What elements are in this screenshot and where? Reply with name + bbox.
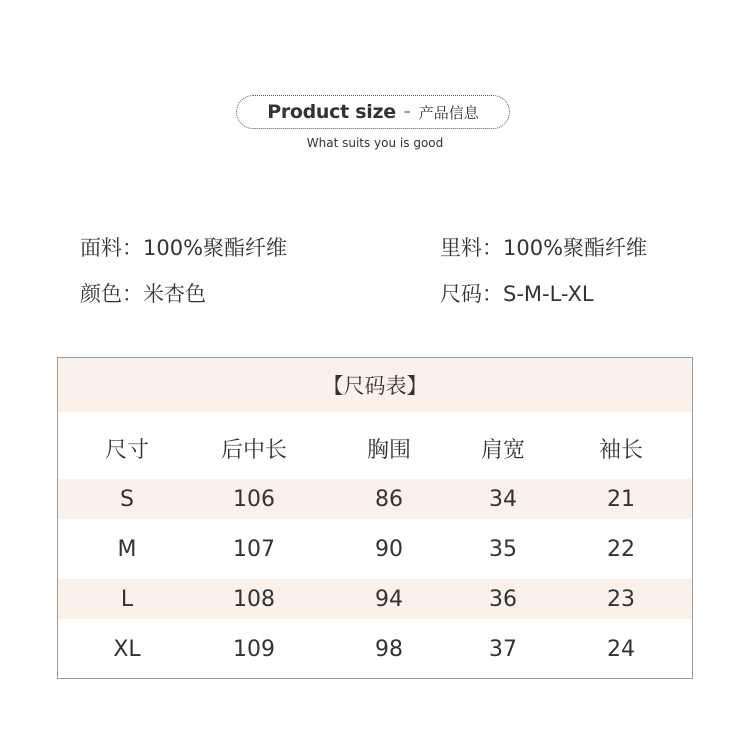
table-cell: 35 — [489, 536, 517, 562]
header-title-cn: 产品信息 — [418, 103, 479, 122]
table-cell: 24 — [607, 636, 635, 662]
header-cell: 尺寸 — [104, 437, 149, 463]
table-row — [58, 479, 692, 519]
size-chart-title: 【尺码表】 — [58, 358, 692, 412]
table-row — [58, 529, 692, 569]
table-cell: 37 — [489, 636, 517, 662]
header-cell: 胸围 — [366, 437, 411, 463]
table-cell: 22 — [607, 536, 635, 562]
header-dash: – — [403, 104, 411, 120]
table-cell: 90 — [375, 536, 403, 562]
size-cell: XL — [113, 636, 141, 662]
table-cell: 106 — [233, 486, 275, 512]
table-cell: 36 — [489, 586, 517, 612]
table-header-row — [58, 428, 692, 468]
header-subtitle: What suits you is good — [306, 136, 444, 150]
header-cell: 后中长 — [220, 437, 287, 463]
table-row — [58, 579, 692, 619]
size-cell: M — [117, 536, 137, 562]
sizes-spec: 尺码：S-M-L-XL — [440, 282, 594, 306]
color-spec: 颜色：米杏色 — [80, 282, 206, 306]
header-title: Product size — [267, 101, 396, 123]
size-cell: L — [120, 586, 134, 612]
product-size-header — [236, 95, 510, 129]
table-cell: 86 — [375, 486, 403, 512]
table-cell: 107 — [233, 536, 275, 562]
fabric-spec: 面料：100%聚酯纤维 — [80, 236, 288, 260]
lining-spec: 里料：100%聚酯纤维 — [440, 236, 648, 260]
table-cell: 108 — [233, 586, 275, 612]
header-cell: 袖长 — [598, 437, 643, 463]
table-cell: 21 — [607, 486, 635, 512]
table-cell: 23 — [607, 586, 635, 612]
table-cell: 34 — [489, 486, 517, 512]
size-chart-table — [57, 357, 693, 679]
header-cell: 肩宽 — [480, 437, 525, 463]
size-cell: S — [120, 486, 134, 512]
table-cell: 94 — [375, 586, 403, 612]
table-cell: 109 — [233, 636, 275, 662]
table-cell: 98 — [375, 636, 403, 662]
table-row — [58, 629, 692, 669]
